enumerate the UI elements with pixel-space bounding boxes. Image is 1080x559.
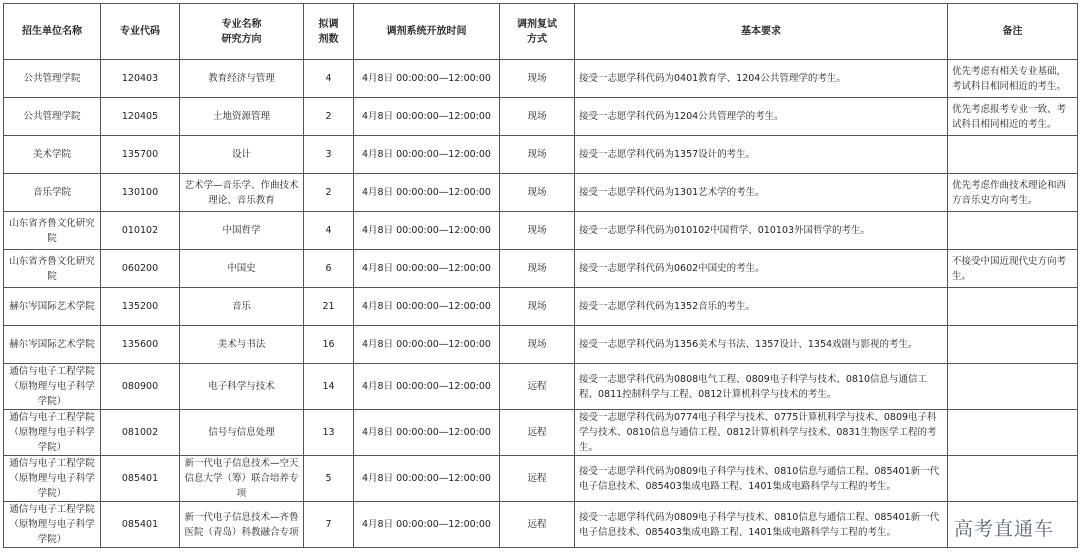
unit-cell: 通信与电子工程学院（原物理与电子科学学院） <box>4 456 101 502</box>
table-row <box>4 136 1078 174</box>
requirements-cell: 接受一志愿学科代码为0808电气工程、0809电子科学与技术、0810信息与通信工程、0811控制科学与工程、0812计算机科学与技术的考生。 <box>575 364 948 410</box>
header-row <box>4 4 1078 60</box>
requirements-cell: 接受一志愿学科代码为010102中国哲学、010103外国哲学的考生。 <box>575 212 948 250</box>
code-cell: 080900 <box>101 364 180 410</box>
code-cell: 135700 <box>101 136 180 174</box>
unit-cell: 公共管理学院 <box>4 98 101 136</box>
requirements-cell: 接受一志愿学科代码为1357设计的考生。 <box>575 136 948 174</box>
requirements-cell: 接受一志愿学科代码为1301艺术学的考生。 <box>575 174 948 212</box>
table-row <box>4 98 1078 136</box>
code-cell: 120403 <box>101 60 180 98</box>
count-cell: 6 <box>304 250 354 288</box>
notes-cell <box>948 326 1078 364</box>
time-cell: 4月8日 00:00:00—12:00:00 <box>354 212 500 250</box>
header-major: 专业名称 研究方向 <box>180 4 304 60</box>
table-row <box>4 288 1078 326</box>
method-cell: 现场 <box>500 212 575 250</box>
count-cell: 21 <box>304 288 354 326</box>
time-cell: 4月8日 00:00:00—12:00:00 <box>354 288 500 326</box>
time-cell: 4月8日 00:00:00—12:00:00 <box>354 250 500 288</box>
adjustment-table <box>3 3 1078 548</box>
code-cell: 130100 <box>101 174 180 212</box>
notes-cell <box>948 364 1078 410</box>
unit-cell: 山东省齐鲁文化研究院 <box>4 212 101 250</box>
method-cell: 远程 <box>500 364 575 410</box>
code-cell: 010102 <box>101 212 180 250</box>
time-cell: 4月8日 00:00:00—12:00:00 <box>354 364 500 410</box>
unit-cell: 公共管理学院 <box>4 60 101 98</box>
table-row <box>4 212 1078 250</box>
method-cell: 现场 <box>500 326 575 364</box>
requirements-cell: 接受一志愿学科代码为0774电子科学与技术、0775计算机科学与技术、0809电子科学与技术、0810信息与通信工程、0812计算机科学与技术、0831生物医学工程的考生。 <box>575 410 948 456</box>
table-row <box>4 174 1078 212</box>
header-requirements: 基本要求 <box>575 4 948 60</box>
requirements-cell: 接受一志愿学科代码为0401教育学、1204公共管理学的考生。 <box>575 60 948 98</box>
time-cell: 4月8日 00:00:00—12:00:00 <box>354 174 500 212</box>
unit-cell: 赫尔岑国际艺术学院 <box>4 326 101 364</box>
requirements-cell: 接受一志愿学科代码为1204公共管理学的考生。 <box>575 98 948 136</box>
notes-cell: 优先考虑报考专业一致、考试科目相同相近的考生。 <box>948 98 1078 136</box>
major-cell: 美术与书法 <box>180 326 304 364</box>
count-cell: 13 <box>304 410 354 456</box>
header-unit: 招生单位名称 <box>4 4 101 60</box>
watermark: 高考直通车 <box>953 518 1054 540</box>
code-cell: 085401 <box>101 502 180 548</box>
table-row <box>4 60 1078 98</box>
requirements-cell: 接受一志愿学科代码为0809电子科学与技术、0810信息与通信工程、085401新一代电子信息技术、085403集成电路工程、1401集成电路科学与工程的考生。 <box>575 456 948 502</box>
major-cell: 信号与信息处理 <box>180 410 304 456</box>
count-cell: 2 <box>304 98 354 136</box>
table-row <box>4 456 1078 502</box>
notes-cell: 不接受中国近现代史方向考生。 <box>948 250 1078 288</box>
code-cell: 085401 <box>101 456 180 502</box>
code-cell: 120405 <box>101 98 180 136</box>
code-cell: 135200 <box>101 288 180 326</box>
count-cell: 5 <box>304 456 354 502</box>
count-cell: 7 <box>304 502 354 548</box>
notes-cell: 优先考虑有相关专业基础，考试科目相同相近的考生。 <box>948 60 1078 98</box>
code-cell: 135600 <box>101 326 180 364</box>
table-row <box>4 502 1078 548</box>
time-cell: 4月8日 00:00:00—12:00:00 <box>354 326 500 364</box>
count-cell: 2 <box>304 174 354 212</box>
major-cell: 新一代电子信息技术—空天信息大学（筹）联合培养专项 <box>180 456 304 502</box>
method-cell: 现场 <box>500 250 575 288</box>
major-cell: 教育经济与管理 <box>180 60 304 98</box>
unit-cell: 通信与电子工程学院（原物理与电子科学学院） <box>4 410 101 456</box>
time-cell: 4月8日 00:00:00—12:00:00 <box>354 456 500 502</box>
major-cell: 中国史 <box>180 250 304 288</box>
major-cell: 中国哲学 <box>180 212 304 250</box>
table-row <box>4 326 1078 364</box>
time-cell: 4月8日 00:00:00—12:00:00 <box>354 136 500 174</box>
time-cell: 4月8日 00:00:00—12:00:00 <box>354 98 500 136</box>
code-cell: 081002 <box>101 410 180 456</box>
header-count: 拟调 剂数 <box>304 4 354 60</box>
notes-cell <box>948 410 1078 456</box>
unit-cell: 通信与电子工程学院（原物理与电子科学学院） <box>4 364 101 410</box>
major-cell: 艺术学—音乐学、作曲技术理论、音乐教育 <box>180 174 304 212</box>
method-cell: 远程 <box>500 502 575 548</box>
requirements-cell: 接受一志愿学科代码为0809电子科学与技术、0810信息与通信工程、085401新一代电子信息技术、085403集成电路工程、1401集成电路科学与工程的考生。 <box>575 502 948 548</box>
requirements-cell: 接受一志愿学科代码为1352音乐的考生。 <box>575 288 948 326</box>
method-cell: 远程 <box>500 456 575 502</box>
count-cell: 16 <box>304 326 354 364</box>
header-method: 调剂复试 方式 <box>500 4 575 60</box>
count-cell: 3 <box>304 136 354 174</box>
code-cell: 060200 <box>101 250 180 288</box>
time-cell: 4月8日 00:00:00—12:00:00 <box>354 410 500 456</box>
method-cell: 远程 <box>500 410 575 456</box>
major-cell: 新一代电子信息技术—齐鲁医院（青岛）科教融合专项 <box>180 502 304 548</box>
major-cell: 音乐 <box>180 288 304 326</box>
requirements-cell: 接受一志愿学科代码为0602中国史的考生。 <box>575 250 948 288</box>
notes-cell <box>948 456 1078 502</box>
count-cell: 14 <box>304 364 354 410</box>
method-cell: 现场 <box>500 60 575 98</box>
major-cell: 电子科学与技术 <box>180 364 304 410</box>
count-cell: 4 <box>304 60 354 98</box>
requirements-cell: 接受一志愿学科代码为1356美术与书法、1357设计、1354戏剧与影视的考生。 <box>575 326 948 364</box>
notes-cell: 优先考虑作曲技术理论和西方音乐史方向考生。 <box>948 174 1078 212</box>
method-cell: 现场 <box>500 98 575 136</box>
unit-cell: 山东省齐鲁文化研究院 <box>4 250 101 288</box>
method-cell: 现场 <box>500 288 575 326</box>
major-cell: 设计 <box>180 136 304 174</box>
unit-cell: 赫尔岑国际艺术学院 <box>4 288 101 326</box>
unit-cell: 美术学院 <box>4 136 101 174</box>
notes-cell <box>948 288 1078 326</box>
table-row <box>4 364 1078 410</box>
table-row <box>4 250 1078 288</box>
table-row <box>4 410 1078 456</box>
major-cell: 土地资源管理 <box>180 98 304 136</box>
unit-cell: 通信与电子工程学院（原物理与电子科学学院） <box>4 502 101 548</box>
notes-cell <box>948 136 1078 174</box>
count-cell: 4 <box>304 212 354 250</box>
method-cell: 现场 <box>500 174 575 212</box>
time-cell: 4月8日 00:00:00—12:00:00 <box>354 502 500 548</box>
time-cell: 4月8日 00:00:00—12:00:00 <box>354 60 500 98</box>
header-notes: 备注 <box>948 4 1078 60</box>
unit-cell: 音乐学院 <box>4 174 101 212</box>
header-time: 调剂系统开放时间 <box>354 4 500 60</box>
header-code: 专业代码 <box>101 4 180 60</box>
method-cell: 现场 <box>500 136 575 174</box>
notes-cell <box>948 212 1078 250</box>
